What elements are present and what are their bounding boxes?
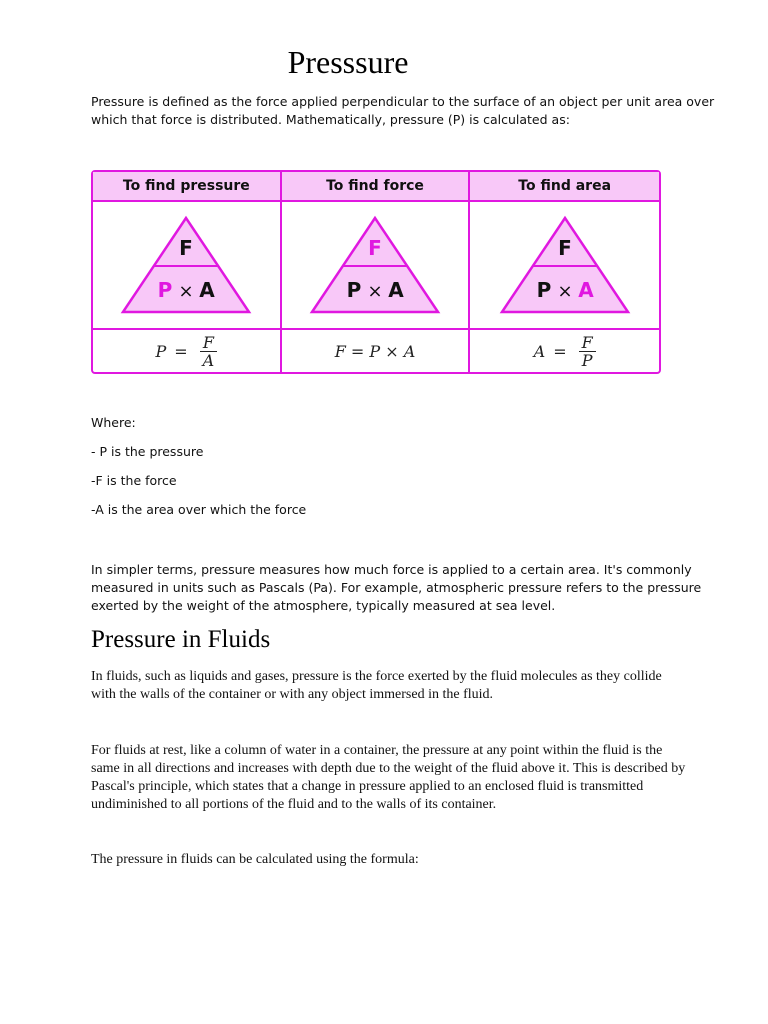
formula-equals: = bbox=[174, 341, 188, 361]
triangle-left-label: P bbox=[157, 278, 173, 302]
formula-pressure bbox=[93, 330, 282, 372]
where-item-pressure: - P is the pressure bbox=[91, 444, 204, 459]
formula-fraction bbox=[200, 334, 218, 369]
fluids-paragraph-1 bbox=[91, 668, 751, 704]
formula-fraction bbox=[579, 334, 596, 369]
formula-equals: = bbox=[553, 341, 567, 361]
fraction-numerator: F bbox=[579, 334, 596, 352]
section-heading-fluids: Pressure in Fluids bbox=[91, 626, 271, 653]
pressure-formula-table bbox=[91, 170, 661, 374]
formula-triangle-pressure bbox=[111, 210, 261, 320]
triangle-left-label: P bbox=[346, 278, 362, 302]
page-title: Presssure bbox=[287, 44, 409, 80]
triangle-right-label: A bbox=[577, 278, 594, 302]
formula-lhs: P bbox=[155, 341, 167, 361]
where-item-area: -A is the area over which the force bbox=[91, 502, 307, 517]
formula-force bbox=[282, 330, 471, 372]
fraction-numerator: F bbox=[200, 334, 217, 352]
table-header-pressure: To find pressure bbox=[93, 172, 282, 202]
triangle-cell-force bbox=[282, 202, 471, 330]
triangle-cell-area bbox=[470, 202, 659, 330]
text-line: For fluids at rest, like a column of water in a container, the pressure at any point within the fluid is the bbox=[91, 743, 663, 758]
text-line: Pascal's principle, which states that a change in pressure applied to an enclosed fluid is transmitted bbox=[91, 779, 644, 794]
text-line: measured in units such as Pascals (Pa). For example, atmospheric pressure refers to the pressure bbox=[91, 580, 702, 595]
text-line: undiminished to all portions of the fluid and to the walls of its container. bbox=[91, 797, 497, 812]
triangle-top-label: F bbox=[368, 236, 382, 260]
where-label: Where: bbox=[91, 415, 136, 430]
text-line: Pressure is defined as the force applied perpendicular to the surface of an object per unit area over bbox=[91, 94, 715, 109]
triangle-top-label: F bbox=[557, 236, 572, 260]
triangle-times-label: × bbox=[557, 281, 573, 302]
formula-triangle-area bbox=[490, 210, 640, 320]
fraction-denominator: A bbox=[202, 350, 215, 370]
triangle-right-label: A bbox=[199, 278, 216, 302]
fluids-paragraph-2 bbox=[91, 742, 751, 814]
text-line: exerted by the weight of the atmosphere, typically measured at sea level. bbox=[91, 598, 556, 613]
table-header-area: To find area bbox=[470, 172, 659, 202]
formula-area bbox=[470, 330, 659, 372]
table-header-force: To find force bbox=[282, 172, 471, 202]
simpler-terms-paragraph bbox=[91, 561, 731, 615]
formula-lhs: A bbox=[533, 341, 546, 361]
triangle-top-label: F bbox=[179, 236, 194, 260]
formula-triangle-force bbox=[300, 210, 450, 320]
text-line: which that force is distributed. Mathematically, pressure (P) is calculated as: bbox=[91, 112, 570, 127]
intro-paragraph bbox=[91, 93, 731, 129]
triangle-left-label: P bbox=[536, 278, 551, 302]
text-line: In simpler terms, pressure measures how much force is applied to a certain area. It's commonly bbox=[91, 562, 692, 577]
formula-text: F = P × A bbox=[334, 341, 416, 361]
text-line: with the walls of the container or with any object immersed in the fluid. bbox=[91, 687, 494, 702]
text-line: In fluids, such as liquids and gases, pressure is the force exerted by the fluid molecules as they collide bbox=[91, 669, 662, 684]
text-line: same in all directions and increases with depth due to the weight of the fluid above it. This is described by bbox=[91, 761, 686, 776]
triangle-cell-pressure bbox=[93, 202, 282, 330]
where-item-force: -F is the force bbox=[91, 473, 177, 488]
fraction-denominator: P bbox=[581, 350, 593, 370]
triangle-right-label: A bbox=[388, 278, 404, 302]
fluids-paragraph-3: The pressure in fluids can be calculated using the formula: bbox=[91, 852, 419, 867]
triangle-times-label: × bbox=[178, 281, 194, 302]
triangle-times-label: × bbox=[367, 281, 383, 302]
